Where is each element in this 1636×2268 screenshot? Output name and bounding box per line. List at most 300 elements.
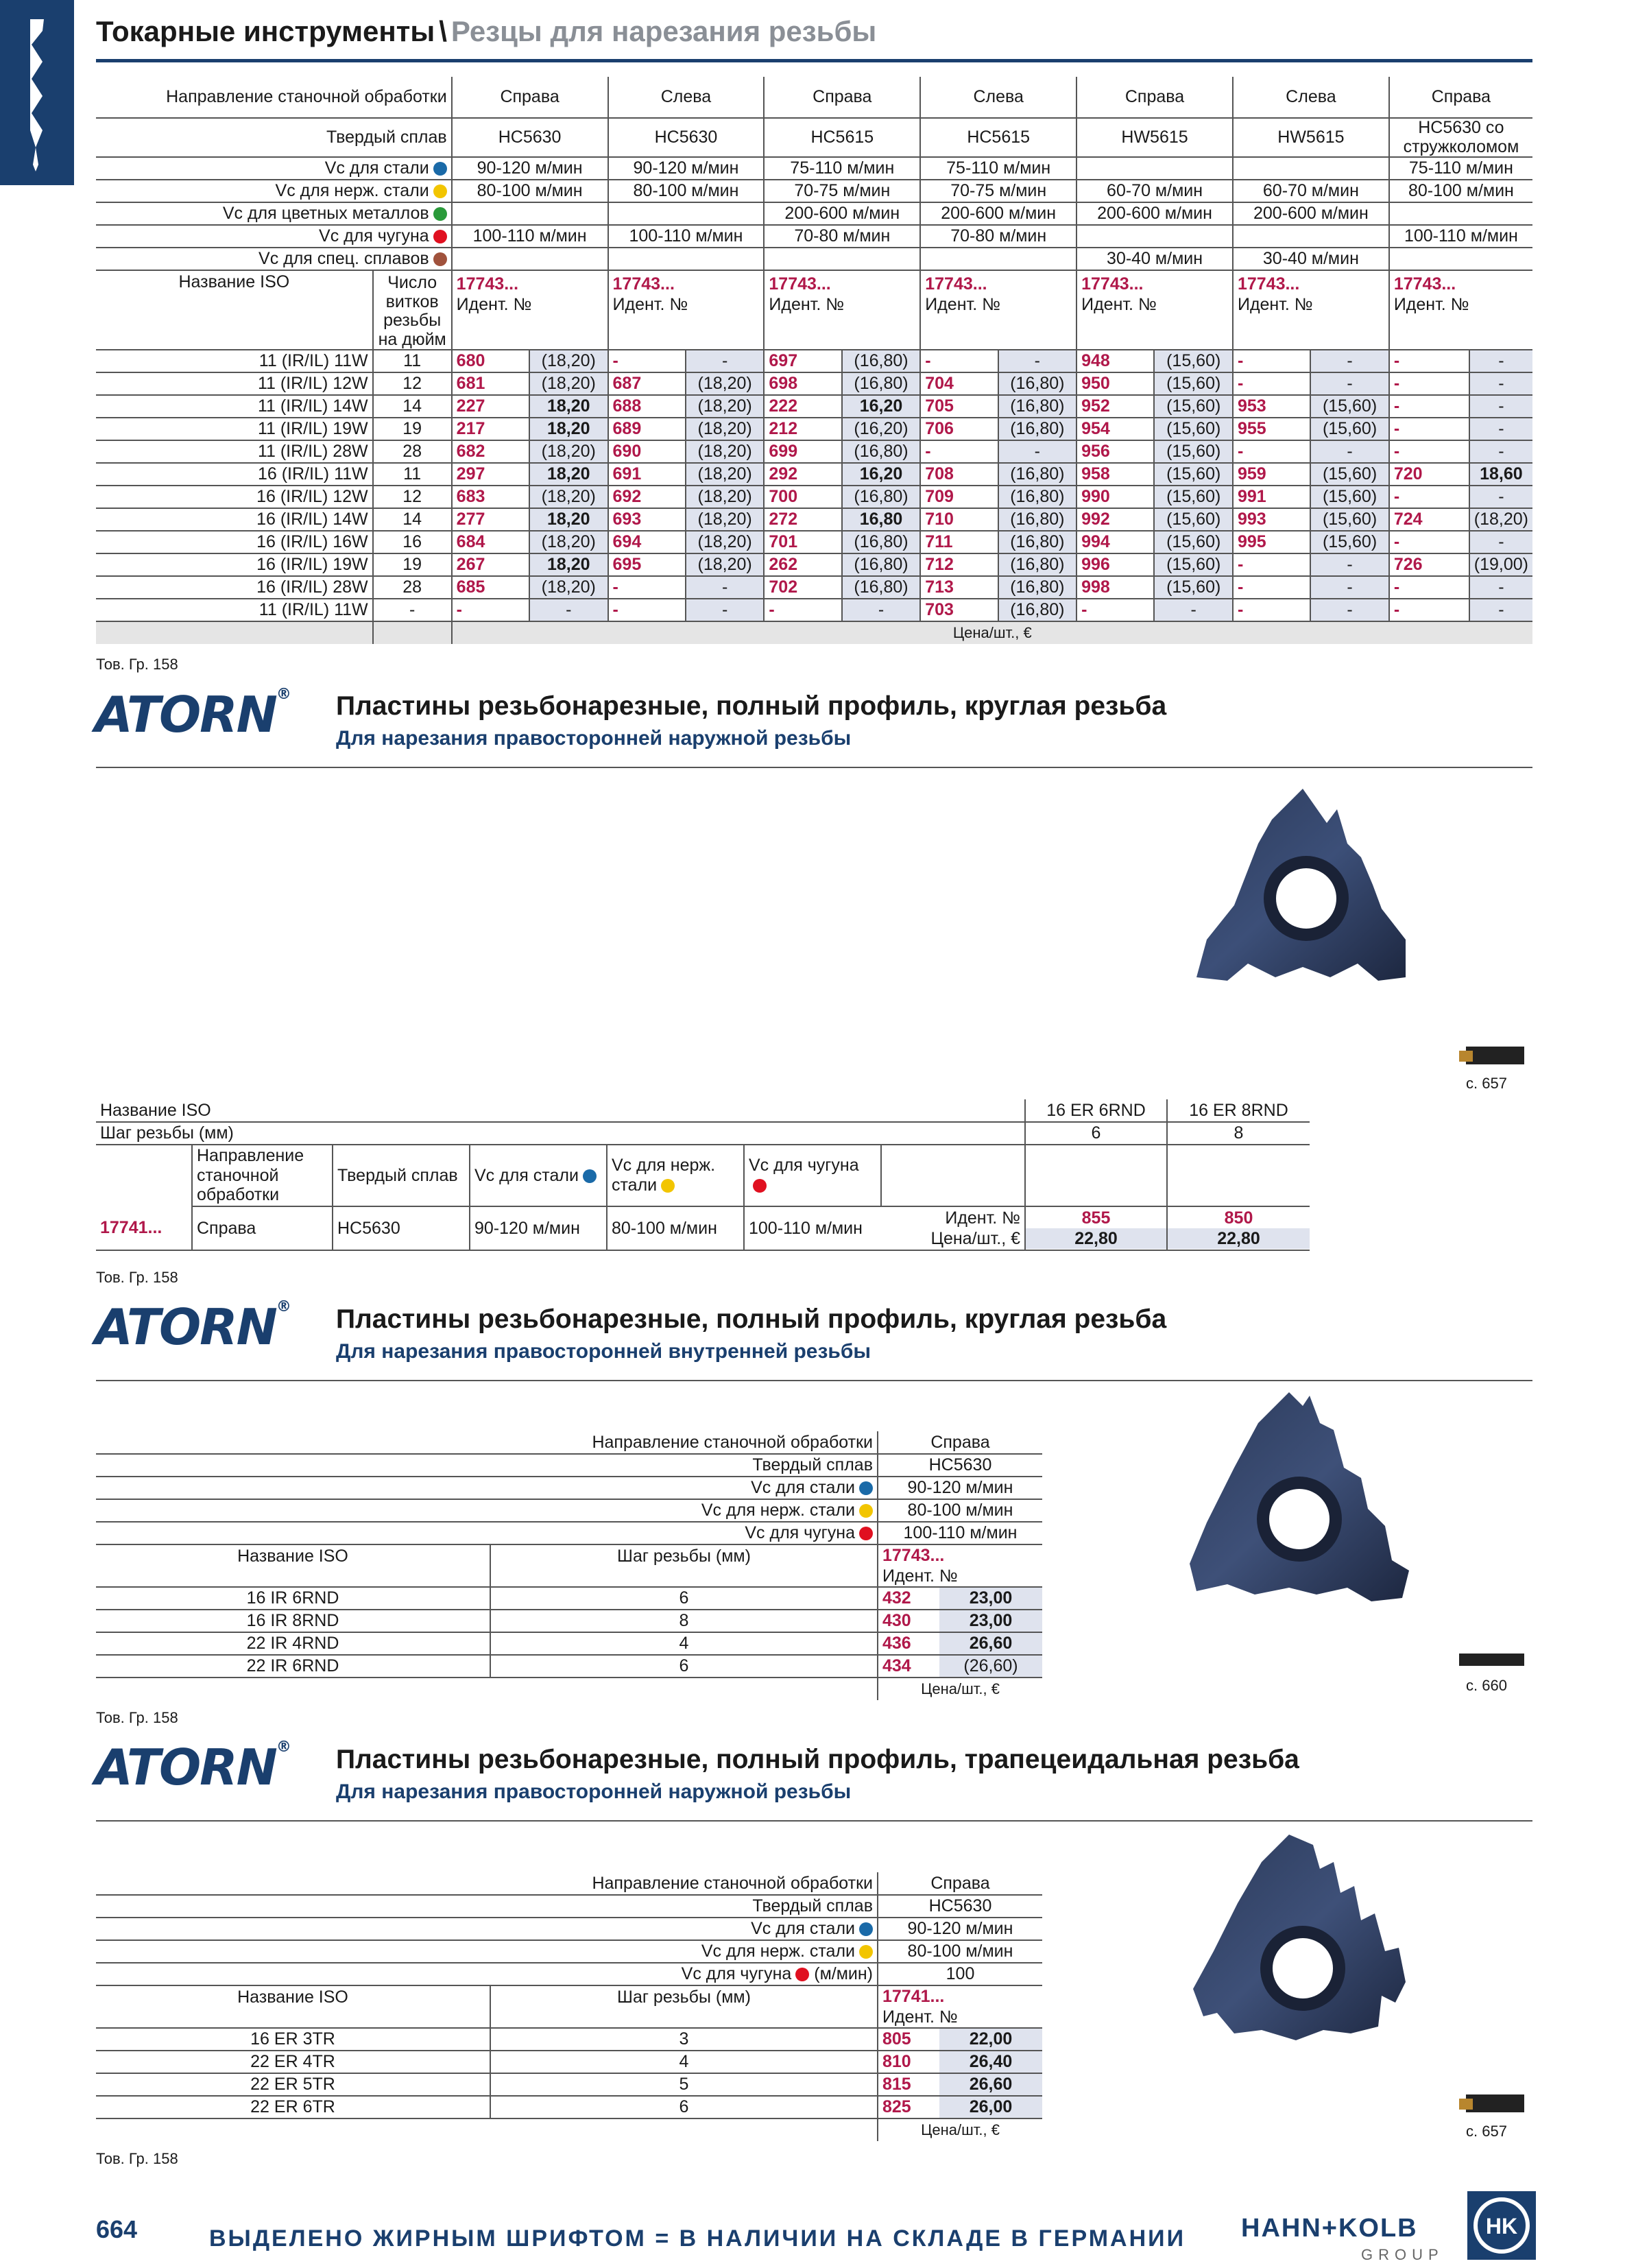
ident-number: 702	[764, 576, 841, 599]
iso-name: 22 ER 4TR	[96, 2051, 490, 2073]
iso-name: 22 IR 6RND	[96, 1655, 490, 1678]
code-header: 17743... Идент. №	[452, 270, 608, 350]
price: -	[1154, 599, 1233, 621]
ident-number: -	[1389, 372, 1469, 395]
price: -	[842, 599, 921, 621]
pitch-value: 3	[490, 2028, 878, 2051]
insert-image	[1193, 782, 1412, 988]
tpi-value: -	[373, 599, 452, 621]
ident-number: 805	[878, 2028, 939, 2051]
param-value	[1233, 225, 1389, 248]
price: -	[1469, 440, 1532, 463]
holder-image	[1459, 1042, 1524, 1070]
price: (16,80)	[998, 395, 1077, 418]
price: (19,00)	[1469, 553, 1532, 576]
ident-number: -	[608, 576, 686, 599]
ident-number: 958	[1076, 463, 1154, 486]
param-value: 100-110 м/мин	[1389, 225, 1532, 248]
ident-number: -	[1233, 553, 1310, 576]
price: (16,20)	[842, 418, 921, 440]
header-rule	[96, 59, 1532, 62]
tpi-value: 11	[373, 350, 452, 372]
price: 18,60	[1469, 463, 1532, 486]
price: (15,60)	[1154, 395, 1233, 418]
price: (15,60)	[1154, 553, 1233, 576]
stainless-dot-icon	[859, 1504, 873, 1518]
price: (18,20)	[686, 486, 765, 508]
pitch-label: Шаг резьбы (мм)	[490, 1985, 878, 2028]
price: -	[529, 599, 608, 621]
ident-number: 703	[920, 599, 998, 621]
param-value	[1389, 248, 1532, 270]
param-value: HC5615	[764, 118, 920, 157]
price: (15,60)	[1310, 463, 1389, 486]
price: 18,20	[529, 553, 608, 576]
ident-number: 434	[878, 1655, 939, 1678]
price: -	[1469, 418, 1532, 440]
param-value: HC5630	[608, 118, 765, 157]
ident-number: -	[1389, 350, 1469, 372]
price: (15,60)	[1310, 395, 1389, 418]
svg-text:HK: HK	[1485, 2214, 1518, 2239]
iso-label: Название ISO	[96, 1544, 490, 1587]
price: (15,60)	[1154, 463, 1233, 486]
ident-number: 815	[878, 2073, 939, 2096]
price: (15,60)	[1310, 486, 1389, 508]
price-label: Цена/шт., €	[878, 1678, 1042, 1700]
price: -	[686, 576, 765, 599]
page-reference: с. 657	[1466, 2123, 1507, 2140]
ident-number: 689	[608, 418, 686, 440]
param-value: Справа	[1389, 77, 1532, 118]
price: (18,20)	[1469, 508, 1532, 531]
ident-number: -	[452, 599, 529, 621]
ident-number: -	[1233, 576, 1310, 599]
tpi-value: 19	[373, 418, 452, 440]
param-value: 200-600 м/мин	[1233, 202, 1389, 225]
ident-number: 292	[764, 463, 841, 486]
iso-name: 11 (IR/IL) 11W	[96, 599, 373, 621]
param-value: Справа	[1076, 77, 1233, 118]
ident-number: 683	[452, 486, 529, 508]
ident-number: -	[1389, 395, 1469, 418]
param-value	[1389, 202, 1532, 225]
dir-value: Справа	[878, 1872, 1042, 1895]
tpi-value: 12	[373, 486, 452, 508]
vc-castiron-value: 100-110 м/мин	[878, 1522, 1042, 1544]
price: (18,20)	[529, 531, 608, 553]
ident-number: 267	[452, 553, 529, 576]
table-row	[96, 395, 1532, 418]
table-row	[96, 463, 1532, 486]
tpi-value: 12	[373, 372, 452, 395]
iso-name: 22 ER 5TR	[96, 2073, 490, 2096]
iso-name: 11 (IR/IL) 14W	[96, 395, 373, 418]
iso-name: 11 (IR/IL) 12W	[96, 372, 373, 395]
stock-note: ВЫДЕЛЕНО ЖИРНЫМ ШРИФТОМ = В НАЛИЧИИ НА СКЛАДЕ В ГЕРМАНИИ	[209, 2225, 1186, 2252]
param-value: 200-600 м/мин	[764, 202, 920, 225]
table-row	[96, 1632, 1042, 1655]
ident-number: 272	[764, 508, 841, 531]
param-value: Справа	[764, 77, 920, 118]
ident-number: 995	[1233, 531, 1310, 553]
iso-label: Название ISO	[96, 1985, 490, 2028]
param-value: 30-40 м/мин	[1076, 248, 1233, 270]
trapezoidal-thread-table	[96, 1872, 1042, 2141]
param-value: 100-110 м/мин	[608, 225, 765, 248]
vc-stainless-value: 80-100 м/мин	[878, 1499, 1042, 1522]
table-row	[96, 418, 1532, 440]
price: 26,60	[939, 2073, 1042, 2096]
code-header: 17741... Идент. №	[878, 1985, 1042, 2028]
param-value	[1076, 157, 1233, 180]
param-value: 80-100 м/мин	[1389, 180, 1532, 202]
ident-number: 708	[920, 463, 998, 486]
ident-number: 212	[764, 418, 841, 440]
ident-number: 277	[452, 508, 529, 531]
iso-name: 11 (IR/IL) 11W	[96, 350, 373, 372]
alloy-header: Твердый сплав	[333, 1145, 470, 1206]
thread-inserts-table	[96, 77, 1532, 644]
castiron-dot-icon	[753, 1179, 767, 1193]
ident-number: -	[1389, 576, 1469, 599]
ident-number: 709	[920, 486, 998, 508]
price: -	[1310, 350, 1389, 372]
steel-dot-icon	[433, 162, 447, 176]
price: -	[1310, 372, 1389, 395]
table-row	[96, 440, 1532, 463]
ident-number: 711	[920, 531, 998, 553]
page-title: Токарные инструменты \ Резцы для нарезания резьбы	[96, 15, 877, 47]
ident-number: 713	[920, 576, 998, 599]
ident-number: 700	[764, 486, 841, 508]
alloy-label: Твердый сплав	[96, 1895, 878, 1918]
price: (16,80)	[998, 463, 1077, 486]
steel-dot-icon	[859, 1481, 873, 1495]
param-value	[452, 248, 608, 270]
param-value: 200-600 м/мин	[920, 202, 1076, 225]
pitch-value: 6	[490, 2096, 878, 2118]
ident-number: 991	[1233, 486, 1310, 508]
iso-name: 16 (IR/IL) 16W	[96, 531, 373, 553]
product-group: Тов. Гр. 158	[96, 1709, 178, 1726]
page-number: 664	[96, 2215, 138, 2243]
steel-dot-icon	[583, 1169, 597, 1183]
page-reference: с. 660	[1466, 1677, 1507, 1694]
section-rule	[96, 1820, 1532, 1822]
ident-number: -	[1233, 599, 1310, 621]
round-thread-internal-table	[96, 1431, 1042, 1700]
param-label: Vc для стали	[96, 157, 452, 180]
price: (18,20)	[686, 418, 765, 440]
vc-castiron-label: Vc для чугуна	[96, 1522, 878, 1544]
tpi-label: Число витков резьбы на дюйм	[373, 270, 452, 350]
price: -	[998, 350, 1077, 372]
iso-name: 22 ER 6TR	[96, 2096, 490, 2118]
ident-number: 726	[1389, 553, 1469, 576]
price: 16,20	[842, 395, 921, 418]
ident-number: 720	[1389, 463, 1469, 486]
ident-number: 432	[878, 1587, 939, 1610]
param-value: 70-80 м/мин	[764, 225, 920, 248]
tpi-value: 28	[373, 576, 452, 599]
price: -	[1469, 599, 1532, 621]
code-header: 17743... Идент. №	[920, 270, 1076, 350]
ident-number: 993	[1233, 508, 1310, 531]
param-value: Справа	[452, 77, 608, 118]
param-value: 80-100 м/мин	[608, 180, 765, 202]
section-title: Пластины резьбонарезные, полный профиль, круглая резьба	[336, 1304, 1167, 1334]
variant-cell: 855 22,80	[1025, 1206, 1167, 1250]
price: (18,20)	[529, 350, 608, 372]
stainless-dot-icon	[433, 184, 447, 198]
param-label: Vc для спец. сплавов	[96, 248, 452, 270]
vc-stainless-label: Vc для нерж. стали	[96, 1499, 878, 1522]
pitch-value: 6	[490, 1587, 878, 1610]
ident-number: 681	[452, 372, 529, 395]
dir-value: Справа	[878, 1431, 1042, 1454]
ident-number: 710	[920, 508, 998, 531]
section-rule	[96, 767, 1532, 768]
param-value: 30-40 м/мин	[1233, 248, 1389, 270]
ident-number: 687	[608, 372, 686, 395]
vc-steel-value: 90-120 м/мин	[878, 1477, 1042, 1499]
ident-number: 990	[1076, 486, 1154, 508]
section-title: Пластины резьбонарезные, полный профиль, круглая резьба	[336, 691, 1167, 721]
vc-castiron-header: Vc для чугуна	[744, 1145, 881, 1206]
ident-number: 706	[920, 418, 998, 440]
pitch-value: 8	[490, 1610, 878, 1632]
stainless-dot-icon	[661, 1179, 675, 1193]
price: -	[686, 599, 765, 621]
param-value	[764, 248, 920, 270]
ident-number: 691	[608, 463, 686, 486]
param-value: 90-120 м/мин	[452, 157, 608, 180]
section-rule	[96, 1380, 1532, 1381]
ident-number: 959	[1233, 463, 1310, 486]
iso-name: 16 ER 6RND	[1025, 1099, 1167, 1122]
alloy-label: Твердый сплав	[96, 1454, 878, 1477]
ident-number: 694	[608, 531, 686, 553]
table-row	[96, 2073, 1042, 2096]
iso-name: 16 ER 3TR	[96, 2028, 490, 2051]
holder-image	[1459, 2090, 1524, 2118]
price: (15,60)	[1154, 508, 1233, 531]
ident-number: 690	[608, 440, 686, 463]
table-row	[96, 553, 1532, 576]
ident-number: 994	[1076, 531, 1154, 553]
round-thread-external-table	[96, 1099, 1310, 1251]
ident-number: 436	[878, 1632, 939, 1655]
ident-number: -	[608, 350, 686, 372]
ident-number: 698	[764, 372, 841, 395]
iso-name: 11 (IR/IL) 19W	[96, 418, 373, 440]
price: -	[686, 350, 765, 372]
tpi-value: 14	[373, 508, 452, 531]
table-row	[96, 2051, 1042, 2073]
price: (18,20)	[529, 372, 608, 395]
ident-number: 998	[1076, 576, 1154, 599]
dir-label: Направление станочной обработки	[96, 1431, 878, 1454]
ident-number: -	[608, 599, 686, 621]
pitch-value: 4	[490, 2051, 878, 2073]
insert-image	[1186, 1392, 1412, 1605]
price: (18,20)	[686, 508, 765, 531]
product-group: Тов. Гр. 158	[96, 2150, 178, 2167]
price: (16,80)	[842, 372, 921, 395]
price: (16,80)	[998, 531, 1077, 553]
table-row	[96, 2028, 1042, 2051]
param-value: 70-75 м/мин	[764, 180, 920, 202]
param-label: Vc для нерж. стали	[96, 180, 452, 202]
price: 26,40	[939, 2051, 1042, 2073]
ident-number: 688	[608, 395, 686, 418]
holder-image	[1459, 1649, 1524, 1670]
ident-number: 684	[452, 531, 529, 553]
code-header: 17743... Идент. №	[1389, 270, 1532, 350]
price: (16,80)	[998, 486, 1077, 508]
vc-stainless-value: 80-100 м/мин	[607, 1206, 744, 1250]
price: (15,60)	[1154, 440, 1233, 463]
param-value: 60-70 м/мин	[1076, 180, 1233, 202]
ident-number: -	[1389, 418, 1469, 440]
ident-number: -	[1389, 531, 1469, 553]
price: (15,60)	[1310, 531, 1389, 553]
price: 26,00	[939, 2096, 1042, 2118]
tpi-value: 28	[373, 440, 452, 463]
code-header: 17743... Идент. №	[878, 1544, 1042, 1587]
price: 16,80	[842, 508, 921, 531]
ident-number: 810	[878, 2051, 939, 2073]
ident-number: 695	[608, 553, 686, 576]
tpi-value: 16	[373, 531, 452, 553]
iso-name: 16 (IR/IL) 11W	[96, 463, 373, 486]
ident-number: 705	[920, 395, 998, 418]
dir-value: Справа	[192, 1206, 333, 1250]
product-group: Тов. Гр. 158	[96, 1269, 178, 1286]
price: (16,80)	[998, 576, 1077, 599]
ident-number: -	[1389, 599, 1469, 621]
price: (16,80)	[998, 553, 1077, 576]
ident-number: -	[1233, 440, 1310, 463]
drill-icon	[0, 0, 74, 185]
param-value: 100-110 м/мин	[452, 225, 608, 248]
alloy-value: HC5630	[878, 1895, 1042, 1918]
price: (18,20)	[529, 576, 608, 599]
iso-name: 16 ER 8RND	[1167, 1099, 1310, 1122]
ident-number: 217	[452, 418, 529, 440]
table-row	[96, 486, 1532, 508]
castiron-dot-icon	[859, 1527, 873, 1540]
price-label: Цена/шт., €	[878, 2118, 1042, 2141]
price: (18,20)	[686, 553, 765, 576]
price: (16,80)	[842, 531, 921, 553]
vc-castiron-label: Vc для чугуна (м/мин)	[96, 1963, 878, 1985]
vc-steel-value: 90-120 м/мин	[878, 1918, 1042, 1940]
dir-header: Направление станочной обработки	[192, 1145, 333, 1206]
param-label: Направление станочной обработки	[96, 77, 452, 118]
param-value: HW5615	[1233, 118, 1389, 157]
price: (15,60)	[1154, 531, 1233, 553]
pitch-value: 6	[1025, 1122, 1167, 1145]
pitch-label: Шаг резьбы (мм)	[96, 1122, 1025, 1145]
price: 23,00	[939, 1587, 1042, 1610]
code-header: 17743... Идент. №	[1076, 270, 1233, 350]
vc-stainless-header: Vc для нерж. стали	[607, 1145, 744, 1206]
param-value	[452, 202, 608, 225]
ident-number: 430	[878, 1610, 939, 1632]
price: (16,80)	[998, 372, 1077, 395]
price: (18,20)	[686, 395, 765, 418]
price: (16,80)	[842, 486, 921, 508]
insert-image	[1186, 1835, 1412, 2044]
ident-number: 699	[764, 440, 841, 463]
ident-number: -	[1076, 599, 1154, 621]
price: (15,60)	[1154, 418, 1233, 440]
price: 18,20	[529, 395, 608, 418]
pitch-value: 8	[1167, 1122, 1310, 1145]
param-value: 200-600 м/мин	[1076, 202, 1233, 225]
ident-number: -	[1389, 440, 1469, 463]
iso-name: 16 (IR/IL) 28W	[96, 576, 373, 599]
variant-cell: 850 22,80	[1167, 1206, 1310, 1250]
price: (18,20)	[686, 463, 765, 486]
param-value: 60-70 м/мин	[1233, 180, 1389, 202]
ident-number: 996	[1076, 553, 1154, 576]
ident-number: 701	[764, 531, 841, 553]
price: (18,20)	[686, 440, 765, 463]
price: (16,80)	[998, 599, 1077, 621]
dir-label: Направление станочной обработки	[96, 1872, 878, 1895]
price: (18,20)	[686, 372, 765, 395]
vc-steel-header: Vc для стали	[470, 1145, 607, 1206]
ident-number: 697	[764, 350, 841, 372]
tpi-value: 19	[373, 553, 452, 576]
price: (16,80)	[842, 553, 921, 576]
price: 18,20	[529, 508, 608, 531]
ident-number: 692	[608, 486, 686, 508]
ident-number: 685	[452, 576, 529, 599]
iso-label: Название ISO	[96, 270, 373, 350]
price: -	[1469, 576, 1532, 599]
price: (26,60)	[939, 1655, 1042, 1678]
param-value: 75-110 м/мин	[764, 157, 920, 180]
price: (16,80)	[998, 508, 1077, 531]
iso-name: 16 (IR/IL) 19W	[96, 553, 373, 576]
param-value: 90-120 м/мин	[608, 157, 765, 180]
param-value: Слева	[608, 77, 765, 118]
price: (16,80)	[842, 350, 921, 372]
price: (16,80)	[842, 440, 921, 463]
ident-number: -	[920, 440, 998, 463]
code-header: 17743... Идент. №	[764, 270, 920, 350]
param-value: 80-100 м/мин	[452, 180, 608, 202]
iso-name: 16 IR 6RND	[96, 1587, 490, 1610]
ident-number: 952	[1076, 395, 1154, 418]
ident-number: -	[764, 599, 841, 621]
vc-castiron-value: 100	[878, 1963, 1042, 1985]
page-reference: с. 657	[1466, 1075, 1507, 1092]
vc-steel-value: 90-120 м/мин	[470, 1206, 607, 1250]
tpi-value: 11	[373, 463, 452, 486]
code-header: 17743... Идент. №	[1233, 270, 1389, 350]
order-code: 17741...	[96, 1206, 192, 1250]
section-subtitle: Для нарезания правосторонней внутренней резьбы	[336, 1340, 871, 1363]
pitch-label: Шаг резьбы (мм)	[490, 1544, 878, 1587]
ident-number: -	[1389, 486, 1469, 508]
castiron-dot-icon	[433, 230, 447, 243]
price: (15,60)	[1154, 486, 1233, 508]
